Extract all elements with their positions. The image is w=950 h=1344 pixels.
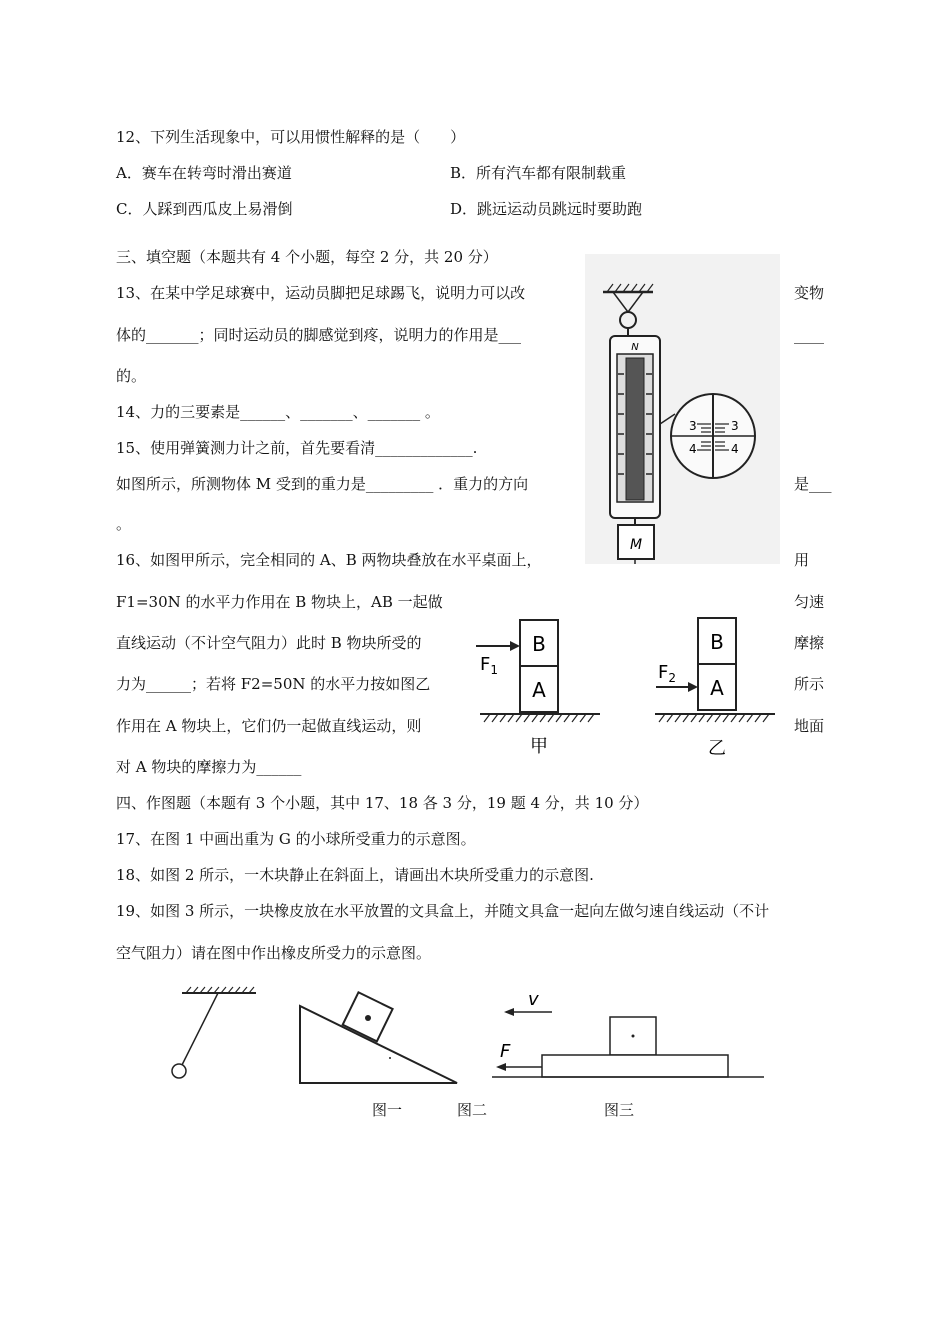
q16-line4: 力为______；若将 F2=50N 的水平力按如图乙 [116, 675, 431, 693]
block-b-label-jia: B [532, 632, 546, 656]
magnifier-mark-3-right: 3 [731, 419, 739, 433]
q16-line3-right: 摩擦 [794, 634, 825, 652]
block-a-label-yi: A [710, 676, 724, 700]
section4-title: 四、作图题（本题有 3 个小题，其中 17、18 各 3 分，19 题 4 分，共 10 分） [116, 794, 649, 812]
q16-line1: 16、如图甲所示，完全相同的 A、B 两物块叠放在水平桌面上， [116, 551, 542, 569]
q16-line2: F1=30N 的水平力作用在 B 物块上，AB 一起做 [116, 593, 443, 611]
block-a-label-jia: A [532, 678, 546, 702]
q12-option-c: C．人踩到西瓜皮上易滑倒 [116, 200, 293, 218]
q15-line2-right: 是___ [794, 475, 832, 493]
q16-line5: 作用在 A 物块上，它们仍一起做直线运动，则 [116, 717, 422, 735]
magnifier-mark-4-right: 4 [731, 442, 739, 456]
q14-text: 14、力的三要素是______、_______、_______ 。 [116, 403, 440, 421]
figure3-pencil-case [490, 985, 770, 1095]
q16-line5-right: 地面 [794, 717, 825, 735]
q16-line3: 直线运动（不计空气阻力）此时 B 物块所受的 [116, 634, 422, 652]
spring-scale-figure [585, 254, 780, 564]
q18-text: 18、如图 2 所示，一木块静止在斜面上，请画出木块所受重力的示意图. [116, 866, 594, 884]
q16-line4-right: 所示 [794, 675, 825, 693]
magnifier-mark-3-left: 3 [689, 419, 697, 433]
mass-label: M [629, 537, 643, 553]
caption-figure1: 图一 [372, 1101, 403, 1119]
block-b-label-yi: B [710, 630, 724, 654]
q12-option-a: A．赛车在转弯时滑出赛道 [116, 164, 292, 182]
stacked-blocks-figure [470, 612, 780, 762]
q16-line6: 对 A 物块的摩擦力为______ [116, 758, 302, 776]
q12-option-b: B．所有汽车都有限制载重 [450, 164, 627, 182]
figure2-incline [295, 980, 465, 1090]
force-f2-label: $F_2$ [658, 662, 676, 685]
q13-line2-right: ____ [794, 326, 824, 344]
q15-line2: 如图所示，所测物体 M 受到的重力是_________ ．重力的方向 [116, 475, 529, 493]
q15-line1: 15、使用弹簧测力计之前，首先要看清_____________. [116, 439, 478, 457]
velocity-label: v [528, 989, 539, 1010]
magnifier-mark-4-left: 4 [689, 442, 697, 456]
q13-line3: 的。 [116, 367, 147, 385]
scale-unit-label: N [631, 342, 639, 353]
section3-title: 三、填空题（本题共有 4 个小题，每空 2 分，共 20 分） [116, 248, 498, 266]
q19-line1: 19、如图 3 所示，一块橡皮放在水平放置的文具盒上，并随文具盒一起向左做匀速自线运动（不计 [116, 902, 770, 920]
force-f-label: F [500, 1041, 511, 1062]
caption-jia: 甲 [530, 736, 548, 757]
q13-line1: 13、在某中学足球赛中，运动员脚把足球踢飞，说明力可以改 [116, 284, 526, 302]
caption-figure2: 图二 [457, 1101, 488, 1119]
caption-figure3: 图三 [604, 1101, 635, 1119]
q17-text: 17、在图 1 中画出重为 G 的小球所受重力的示意图。 [116, 830, 476, 848]
caption-yi: 乙 [708, 738, 726, 759]
q12-option-d: D．跳远运动员跳远时要助跑 [450, 200, 643, 218]
q15-line3: 。 [116, 515, 132, 533]
q13-line1-right: 变物 [794, 284, 825, 302]
q13-line2: 体的_______；同时运动员的脚感觉到疼，说明力的作用是___ [116, 326, 522, 344]
q19-line2: 空气阻力）请在图中作出橡皮所受力的示意图。 [116, 944, 432, 962]
force-f1-label: $F_1$ [480, 654, 498, 677]
figure1-pendulum [160, 985, 270, 1095]
q12-stem: 12、下列生活现象中，可以用惯性解释的是（ ） [116, 128, 466, 146]
q16-line1-right: 用 [794, 551, 810, 569]
q16-line2-right: 匀速 [794, 593, 825, 611]
